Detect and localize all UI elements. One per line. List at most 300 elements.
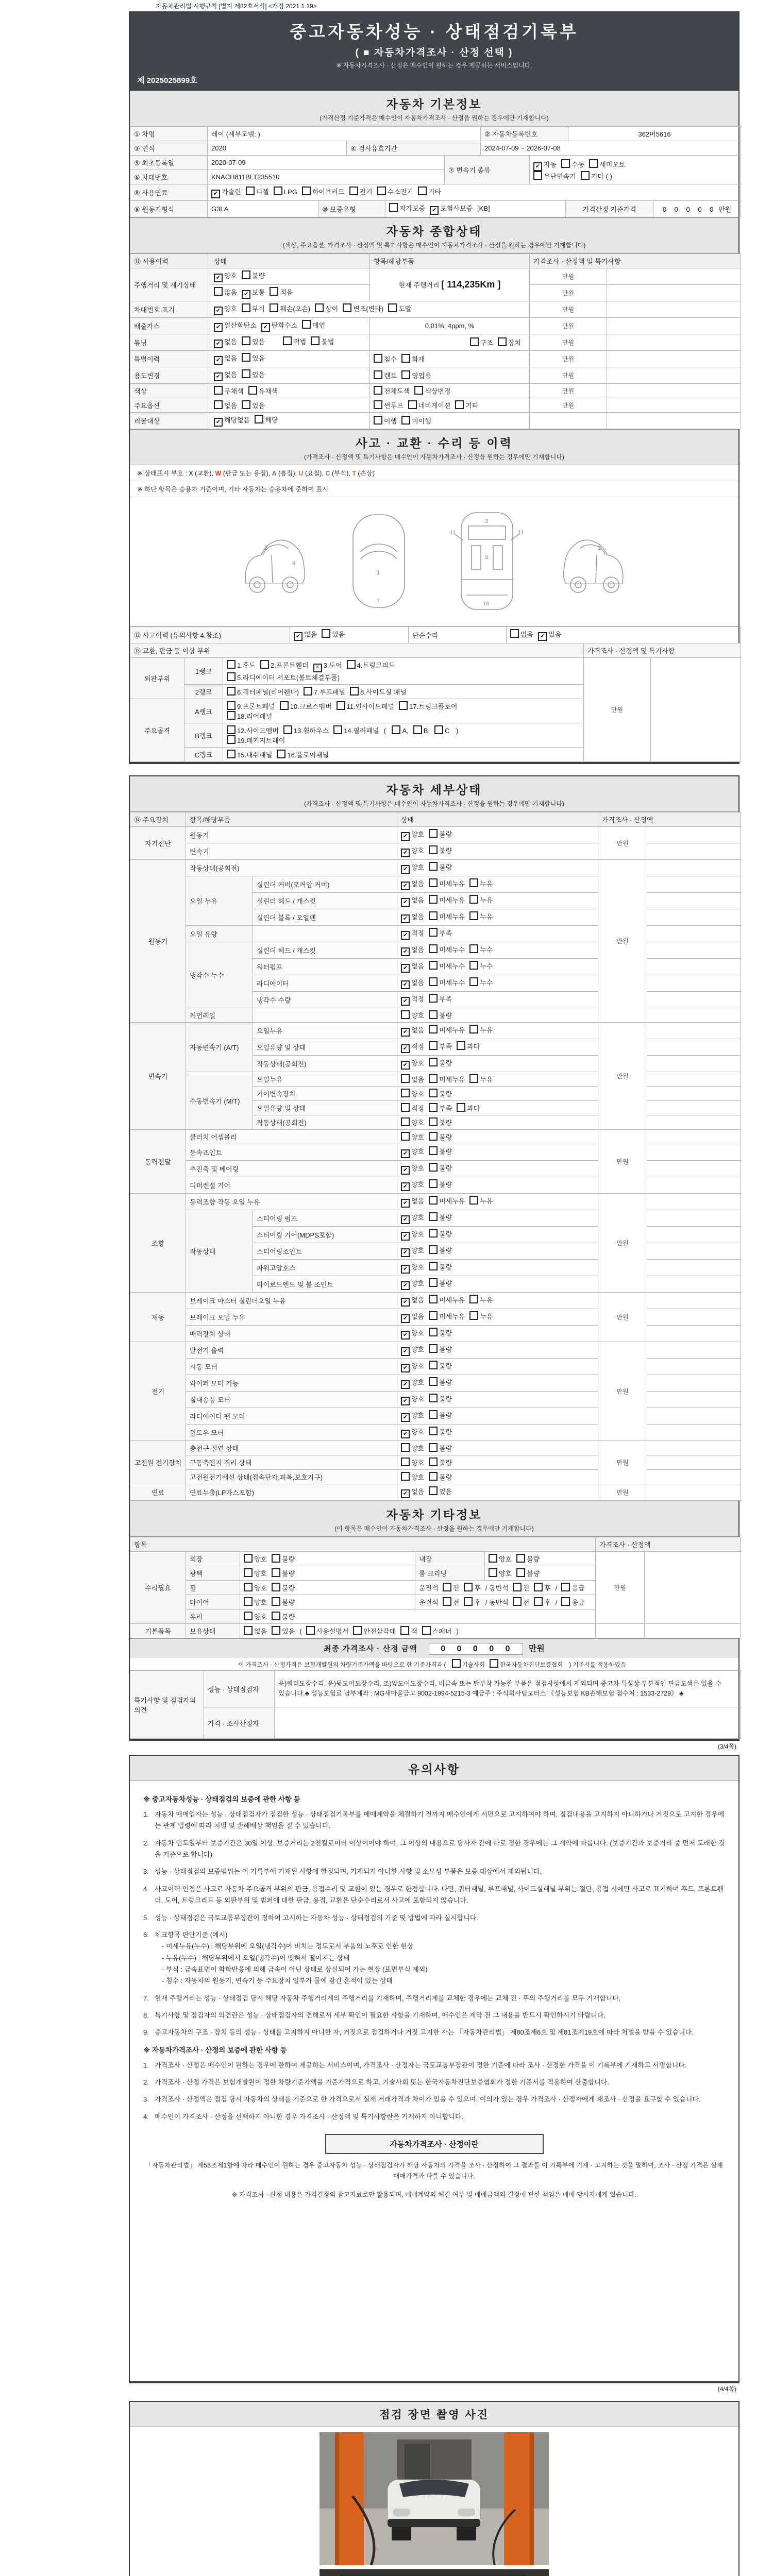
checkbox-기타[interactable]	[418, 187, 441, 196]
checkbox-없음[interactable]	[214, 400, 237, 410]
checkbox-미이행[interactable]	[401, 416, 431, 426]
checkbox-불량[interactable]	[429, 1229, 452, 1239]
checked-box-icon: ✔	[401, 947, 410, 956]
detail-note	[647, 827, 741, 843]
checkbox-훼손(오손)[interactable]	[270, 303, 310, 313]
detail-note	[647, 1260, 741, 1276]
unchecked-box-icon	[469, 944, 478, 953]
checkbox-미세누유[interactable]	[429, 878, 465, 888]
checkbox-불량[interactable]	[429, 1089, 452, 1098]
checkbox-과다[interactable]	[457, 1041, 480, 1051]
checkbox-응급[interactable]	[561, 1583, 584, 1592]
checkbox-10.크로스멤버[interactable]	[280, 701, 332, 711]
checkbox-미세누수[interactable]	[429, 961, 465, 971]
checkbox-2.프론트휀더[interactable]	[260, 660, 309, 670]
checkbox-label: 양호	[411, 831, 425, 838]
checkbox-화재[interactable]	[401, 354, 425, 364]
checkbox-과다[interactable]	[457, 1103, 480, 1113]
checkbox-후[interactable]	[464, 1583, 481, 1592]
checkbox-label: 불량	[527, 1570, 540, 1578]
notice-item-number: 3.	[143, 1868, 149, 1876]
checkbox-미세누유[interactable]	[429, 1295, 465, 1304]
detail-note	[647, 1101, 741, 1115]
checkbox-9.프론트패널[interactable]	[227, 701, 275, 711]
checkbox-14.필러패널[interactable]	[333, 725, 379, 735]
holding-state-label: 보유상태	[186, 1624, 240, 1638]
checkbox-후[interactable]	[534, 1583, 551, 1592]
checkbox-없음[interactable]	[401, 961, 424, 973]
final-price-digits: 0 0 0 0 0	[429, 1643, 523, 1655]
checkbox-label: 양호	[411, 1473, 425, 1481]
checkbox-누수[interactable]	[469, 944, 493, 954]
checkbox-없음[interactable]	[401, 1311, 424, 1323]
checkbox-label: 가솔린	[222, 188, 241, 196]
checkbox-불량[interactable]	[429, 1058, 452, 1067]
checkbox-일산화탄소[interactable]	[214, 320, 257, 332]
checkbox-양호[interactable]	[401, 1163, 424, 1175]
checkbox-불법[interactable]	[311, 336, 334, 346]
checkbox-스패너[interactable]	[422, 1626, 452, 1636]
checkbox-전체도색[interactable]	[374, 386, 410, 396]
checkbox-부족[interactable]	[429, 994, 452, 1004]
checkbox-label: 영업용	[412, 372, 431, 380]
checkbox-렌트[interactable]	[374, 370, 397, 380]
checkbox-4.트렁크리드[interactable]	[347, 660, 395, 670]
checkbox-없음[interactable]	[294, 629, 317, 641]
detail-state-checks	[397, 959, 598, 975]
detail-state-checks	[397, 876, 598, 893]
room-cleaning-label: 룸 크리닝	[415, 1566, 485, 1581]
checkbox-label: 누수	[480, 962, 493, 970]
checkbox-양호[interactable]	[401, 1010, 424, 1020]
checkbox-있음[interactable]	[538, 629, 561, 641]
checkbox-양호[interactable]	[401, 1089, 424, 1098]
checkbox-누유[interactable]	[469, 1196, 493, 1206]
checkbox-양호[interactable]	[401, 1117, 424, 1127]
checkbox-label: 불량	[439, 1459, 452, 1467]
checkbox-있음[interactable]	[242, 369, 265, 379]
checkbox-양호[interactable]	[401, 1410, 424, 1422]
checkbox-양호[interactable]	[244, 1554, 267, 1564]
checkbox-수소전기[interactable]	[377, 187, 413, 196]
checkbox-불량[interactable]	[429, 1132, 452, 1142]
checkbox-적음[interactable]	[270, 287, 293, 297]
checkbox-label: 불량	[252, 272, 265, 280]
sub-group-커먼레일: 커먼레일	[186, 1008, 253, 1023]
checkbox-후[interactable]	[464, 1597, 481, 1607]
checkbox-양호[interactable]	[401, 1377, 424, 1389]
checkbox-6.쿼터패널(리어휀다)[interactable]	[227, 687, 299, 697]
checkbox-불량[interactable]	[516, 1554, 540, 1564]
state-mark-legend: ※ 상태표시 부호 : X (교환), W (판금 또는 용접), A (흠집), U (요철), C (부식), T (손상)	[130, 465, 738, 481]
checkbox-적정[interactable]	[401, 994, 424, 1006]
checkbox-응급[interactable]	[561, 1597, 584, 1607]
checkbox-label: 양호	[411, 1119, 425, 1127]
checkbox-양호[interactable]	[401, 1328, 424, 1340]
unchecked-box-icon	[429, 1212, 438, 1221]
checkbox-양호[interactable]	[244, 1612, 267, 1621]
checkbox-침수[interactable]	[374, 354, 397, 364]
checkbox-불량[interactable]	[429, 1010, 452, 1020]
checkbox-없음[interactable]	[401, 944, 424, 956]
detail-item-클러치 어셈블리: 클러치 어셈블리	[186, 1130, 397, 1144]
detail-item-워터펌프: 워터펌프	[253, 959, 397, 975]
checkbox-후[interactable]	[534, 1597, 551, 1607]
checkbox-기타[interactable]	[455, 400, 478, 410]
box-notice	[129, 1755, 740, 2383]
basic-items-label: 기본품목	[130, 1624, 186, 1638]
checkbox-불량[interactable]	[272, 1554, 295, 1564]
checkbox-13.휠하우스[interactable]	[283, 725, 329, 735]
checkbox-전기[interactable]	[349, 187, 373, 196]
detail-note	[647, 1470, 741, 1484]
checkbox-label: 응급	[572, 1599, 585, 1606]
checkbox-불량[interactable]	[429, 1278, 452, 1288]
checkbox-불량[interactable]	[429, 1377, 452, 1387]
checkbox-label: LPG	[283, 188, 297, 196]
checkbox-누유[interactable]	[469, 911, 493, 921]
checkbox-없음[interactable]	[401, 977, 424, 989]
detail-state-checks	[397, 1326, 598, 1342]
checkbox-있음[interactable]	[429, 1486, 452, 1496]
checkbox-양호[interactable]	[401, 1179, 424, 1191]
checkbox-미세누수[interactable]	[429, 944, 465, 954]
checkbox-부족[interactable]	[429, 1103, 452, 1113]
checkbox-양호[interactable]	[401, 1427, 424, 1438]
unchecked-box-icon	[283, 336, 292, 345]
checkbox-있음[interactable]	[242, 400, 265, 410]
checkbox-기타 ( )[interactable]	[581, 171, 612, 181]
checkbox-양호[interactable]	[401, 1262, 424, 1274]
checkbox-label: 불량	[439, 1059, 452, 1067]
checkbox-불량[interactable]	[429, 1458, 452, 1467]
opinion-table	[130, 1670, 741, 1739]
checkbox-양호[interactable]	[489, 1568, 512, 1578]
checkbox-장치[interactable]	[498, 337, 521, 347]
checkbox-누수[interactable]	[469, 961, 493, 971]
unchecked-box-icon	[510, 629, 519, 638]
notice-item-6.	[143, 1929, 725, 1987]
checkbox-양호[interactable]	[401, 1278, 424, 1290]
unchecked-box-icon	[464, 1597, 473, 1606]
checkbox-미세누유[interactable]	[429, 895, 465, 905]
checkbox-불량[interactable]	[429, 1344, 452, 1354]
checkbox-없음[interactable]	[401, 895, 424, 907]
engine-type-label: ⑨ 원동기형식	[130, 201, 208, 217]
checkbox-양호[interactable]	[401, 1394, 424, 1405]
checkbox-사용설명서[interactable]	[306, 1626, 349, 1636]
checkbox-하이브리드[interactable]	[302, 187, 345, 196]
checkbox-네비게이션[interactable]	[408, 400, 451, 410]
checkbox-전[interactable]	[443, 1583, 460, 1592]
checkbox-없음[interactable]	[214, 353, 237, 365]
unchecked-box-icon	[374, 386, 382, 395]
checkbox-불량[interactable]	[429, 862, 452, 872]
checkbox-불량[interactable]	[429, 1262, 452, 1272]
checkbox-유채색[interactable]	[248, 386, 278, 396]
base-price-unit: 만원	[718, 206, 732, 213]
checkbox-무단변속기[interactable]	[533, 171, 576, 181]
checkbox-불량[interactable]	[429, 1212, 452, 1222]
checkbox-불량[interactable]	[429, 1394, 452, 1403]
checkbox-불량[interactable]	[429, 1410, 452, 1420]
checkbox-C[interactable]	[434, 725, 449, 735]
checkbox-부족[interactable]	[429, 1041, 452, 1051]
checkbox-색상변경[interactable]	[414, 386, 450, 396]
checkbox-양호[interactable]	[401, 1472, 424, 1482]
checkbox-불량[interactable]	[429, 1179, 452, 1189]
checkbox-불량[interactable]	[272, 1612, 295, 1621]
section-notice	[130, 1756, 738, 1781]
checkbox-19.패키지트레이[interactable]	[227, 735, 285, 745]
checkbox-상이[interactable]	[315, 303, 338, 313]
form-regulation-note: 자동차관리법 시행규칙 [별지 제82호서식] <개정 2021.1.19>	[156, 3, 317, 10]
checkbox-11.인사이드패널[interactable]	[337, 701, 394, 711]
checkbox-양호[interactable]	[244, 1568, 267, 1578]
checkbox-7.루프패널[interactable]	[304, 687, 345, 697]
unchecked-box-icon	[469, 1025, 478, 1033]
checkbox-누유[interactable]	[469, 1295, 493, 1304]
checkbox-불량[interactable]	[429, 1472, 452, 1482]
notice-item-number: 2.	[143, 1839, 149, 1847]
checkbox-불량[interactable]	[429, 1328, 452, 1337]
checkbox-불량[interactable]	[429, 829, 452, 839]
checkbox-불량[interactable]	[272, 1597, 295, 1607]
checkbox-15.대쉬패널[interactable]	[227, 750, 272, 759]
checkbox-양호[interactable]	[401, 1361, 424, 1372]
checkbox-불량[interactable]	[429, 1146, 452, 1156]
checkbox-없음[interactable]	[401, 1025, 424, 1037]
checkbox-매연[interactable]	[302, 320, 325, 330]
emission-checks	[210, 318, 370, 334]
unchecked-box-icon	[272, 1626, 280, 1635]
checkbox-양호[interactable]	[244, 1597, 267, 1607]
checkbox-불량[interactable]	[516, 1568, 540, 1578]
checkbox-미세누유[interactable]	[429, 1311, 465, 1321]
document-title-note: ※ 자동차가격조사 · 산정은 매수인이 원하는 경우 제공하는 서비스입니다.	[336, 62, 532, 69]
checkbox-16.플로어패널[interactable]	[277, 750, 329, 759]
checkbox-없음[interactable]	[401, 1074, 424, 1084]
checkbox-전[interactable]	[513, 1583, 530, 1592]
checkbox-디젤[interactable]	[246, 187, 269, 196]
svg-text:18: 18	[483, 601, 490, 607]
checked-box-icon: ✔	[401, 849, 410, 857]
checkbox-없음[interactable]	[401, 1486, 424, 1498]
checkbox-누유[interactable]	[469, 895, 493, 905]
checkbox-불량[interactable]	[429, 1163, 452, 1173]
warranty-type-label: ⑩ 보증유형	[318, 201, 385, 217]
checkbox-미세누수[interactable]	[429, 977, 465, 987]
checkbox-적정[interactable]	[401, 928, 424, 940]
checkbox-불량[interactable]	[429, 1245, 452, 1255]
etc-subtitle: (이 항목은 매수인이 자동차가격조사 · 산정을 원하는 경우에만 기재합니다)	[334, 1525, 534, 1532]
checkbox-불량[interactable]	[429, 1361, 452, 1370]
checkbox-누유[interactable]	[469, 1074, 493, 1084]
detail-note	[647, 909, 741, 926]
checkbox-A,[interactable]	[392, 725, 408, 735]
checkbox-누유[interactable]	[469, 1311, 493, 1321]
checkbox-불량[interactable]	[272, 1583, 295, 1592]
checkbox-label: 없음	[411, 1296, 425, 1304]
checkbox-미세누유[interactable]	[429, 1025, 465, 1035]
checkbox-자가보증[interactable]	[389, 203, 425, 213]
checkbox-양호[interactable]	[401, 829, 424, 841]
checkbox-불량[interactable]	[429, 845, 452, 855]
checkbox-양호[interactable]	[244, 1583, 267, 1592]
detail-row	[130, 1408, 741, 1425]
checkbox-한국자동차진단보증협회[interactable]	[490, 1659, 563, 1669]
checkbox-해당없음[interactable]	[214, 415, 250, 427]
final-price-unit: 만원	[528, 1645, 545, 1653]
checkbox-3.도어[interactable]	[313, 660, 342, 672]
detail-item-윈도우 모터: 윈도우 모터	[186, 1425, 397, 1441]
checkbox-있음[interactable]	[242, 353, 265, 363]
checkbox-label: 불량	[282, 1599, 295, 1606]
checkbox-없음[interactable]	[214, 336, 237, 348]
unchecked-box-icon	[343, 303, 351, 312]
checkbox-없음[interactable]	[214, 369, 237, 381]
checkbox-label: 10.크로스멤버	[290, 703, 332, 710]
checkbox-전[interactable]	[513, 1597, 530, 1607]
checkbox-양호[interactable]	[214, 303, 237, 315]
checkbox-보통[interactable]	[242, 287, 265, 299]
unchecked-box-icon	[242, 303, 250, 312]
unchecked-box-icon	[429, 1361, 438, 1369]
checkbox-있음[interactable]	[242, 336, 265, 346]
notice-item-text: 성능 · 상태점검의 보증범위는 이 기록부에 기재된 사항에 한정되며, 기재되지 아니한 사항 및 소모성 부품은 보증 대상에서 제외됩니다.	[155, 1868, 542, 1876]
checkbox-적정[interactable]	[401, 1103, 424, 1113]
checkbox-누유[interactable]	[469, 1025, 493, 1035]
checkbox-5.라디에이터 서포트(볼트체결부품)[interactable]	[227, 672, 340, 682]
notice-items-1	[143, 1809, 725, 2039]
checkbox-불량[interactable]	[272, 1568, 295, 1578]
checkbox-label: 불량	[439, 1230, 452, 1238]
checkbox-해당[interactable]	[255, 415, 278, 425]
checkbox-label: 스패너	[432, 1628, 452, 1635]
checkbox-17.트렁크플로어[interactable]	[399, 701, 457, 711]
checkbox-양호[interactable]	[401, 1458, 424, 1467]
checkbox-자동[interactable]	[533, 159, 557, 171]
detail-price-원동기: 만원	[598, 860, 647, 1023]
checkbox-8.사이드실 패널[interactable]	[350, 687, 407, 697]
checkbox-양호[interactable]	[401, 1443, 424, 1453]
detail-note	[647, 1342, 741, 1359]
checkbox-label: 양호	[411, 1230, 425, 1238]
checkbox-양호[interactable]	[214, 270, 237, 282]
checkbox-label: 후	[544, 1599, 551, 1606]
unchecked-box-icon	[429, 845, 438, 854]
checkbox-불량[interactable]	[429, 1443, 452, 1453]
checkbox-label: 7.루프패널	[313, 688, 346, 696]
checkbox-있음[interactable]	[322, 629, 345, 639]
checkbox-label: 자동	[544, 160, 557, 168]
checkbox-이행[interactable]	[374, 416, 397, 426]
checkbox-18.리어패널[interactable]	[227, 711, 272, 721]
checkbox-양호[interactable]	[401, 862, 424, 874]
main-frame-label: 주요골격	[130, 699, 184, 762]
checkbox-불량[interactable]	[242, 270, 265, 280]
checkbox-미세누유[interactable]	[429, 1074, 465, 1084]
checkbox-가솔린[interactable]	[211, 187, 241, 198]
checkbox-없음[interactable]	[401, 1196, 424, 1208]
checkbox-적법[interactable]	[283, 336, 306, 346]
checkbox-미세누유[interactable]	[429, 1196, 465, 1206]
checkbox-양호[interactable]	[401, 1229, 424, 1241]
unchecked-box-icon	[429, 994, 438, 1003]
checkbox-누유[interactable]	[469, 878, 493, 888]
unchecked-box-icon	[469, 1311, 478, 1320]
checkbox-불량[interactable]	[429, 1427, 452, 1436]
checkbox-잭[interactable]	[400, 1626, 417, 1636]
notice-item-number: 2.	[143, 2078, 149, 2087]
checkbox-변조(변타)[interactable]	[343, 303, 383, 313]
checkbox-없음[interactable]	[510, 629, 533, 639]
checkbox-전[interactable]	[443, 1597, 460, 1607]
checkbox-양호[interactable]	[401, 845, 424, 857]
checkbox-세미오토[interactable]	[589, 159, 625, 169]
state-mark-legend2: ※ 하단 항목은 승용차 기준이며, 기타 자동차는 승용차에 준하여 표시	[130, 481, 738, 497]
unchecked-box-icon	[429, 1262, 438, 1270]
checkbox-도말[interactable]	[388, 303, 411, 313]
checkbox-영업용[interactable]	[401, 370, 431, 380]
detail-item-오일누유: 오일누유	[253, 1023, 397, 1039]
checkbox-누수[interactable]	[469, 977, 493, 987]
checkbox-label: 양호	[499, 1570, 512, 1578]
checkbox-양호[interactable]	[401, 1146, 424, 1158]
checkbox-썬루프[interactable]	[374, 400, 404, 410]
checkbox-양호[interactable]	[401, 1245, 424, 1257]
checkbox-불량[interactable]	[429, 1117, 452, 1127]
special-history-label: 특별이력	[130, 351, 210, 367]
checkbox-양호[interactable]	[401, 1212, 424, 1224]
checkbox-12.사이드멤버[interactable]	[227, 725, 279, 735]
checkbox-탄화수소[interactable]	[261, 320, 297, 332]
checkbox-LPG[interactable]	[274, 187, 297, 196]
checkbox-무채색[interactable]	[214, 386, 244, 396]
checkbox-양호[interactable]	[401, 1132, 424, 1142]
checkbox-없음[interactable]	[244, 1626, 267, 1636]
checkbox-미세누유[interactable]	[429, 911, 465, 921]
notice-item-text: 성능 · 상태점검은 국토교통부장관이 정하여 고시하는 자동차 성능 · 상태점검의 기준 및 방법에 따라 실시합니다.	[155, 1913, 478, 1922]
checkbox-양호[interactable]	[401, 1058, 424, 1070]
checkbox-수동[interactable]	[561, 159, 584, 169]
checkbox-없음[interactable]	[401, 911, 424, 923]
checkbox-부족[interactable]	[429, 928, 452, 938]
room-cleaning-checks	[485, 1566, 596, 1581]
checkbox-label: 보험사보증	[440, 205, 473, 212]
checkbox-양호[interactable]	[489, 1554, 512, 1564]
checkbox-label: 렌트	[384, 372, 397, 380]
main-option-label: 주요옵션	[130, 398, 210, 413]
checkbox-없음[interactable]	[401, 878, 424, 890]
checkbox-기술사회[interactable]	[452, 1659, 485, 1669]
checkbox-label: 누유	[480, 1296, 493, 1304]
checkbox-많음[interactable]	[214, 287, 237, 297]
checkbox-보험사보증[interactable]	[430, 203, 473, 215]
accident-subtitle: (가격조사 · 산정액 및 특기사항은 매수인이 자동차가격조사 · 산정을 원하는 경우에만 기재합니다)	[304, 453, 564, 461]
checkbox-없음[interactable]	[401, 1295, 424, 1307]
checkbox-부식[interactable]	[242, 303, 265, 313]
checkbox-B,[interactable]	[413, 725, 430, 735]
checkbox-구조[interactable]	[470, 337, 493, 347]
checkbox-적정[interactable]	[401, 1041, 424, 1053]
checkbox-양호[interactable]	[401, 1344, 424, 1356]
checkbox-1.후드[interactable]	[227, 660, 256, 670]
checkbox-안전삼각대[interactable]	[353, 1626, 396, 1636]
checked-box-icon: ✔	[401, 1430, 410, 1438]
checkbox-label: 양호	[411, 1445, 425, 1452]
checkbox-있음[interactable]	[272, 1626, 295, 1636]
